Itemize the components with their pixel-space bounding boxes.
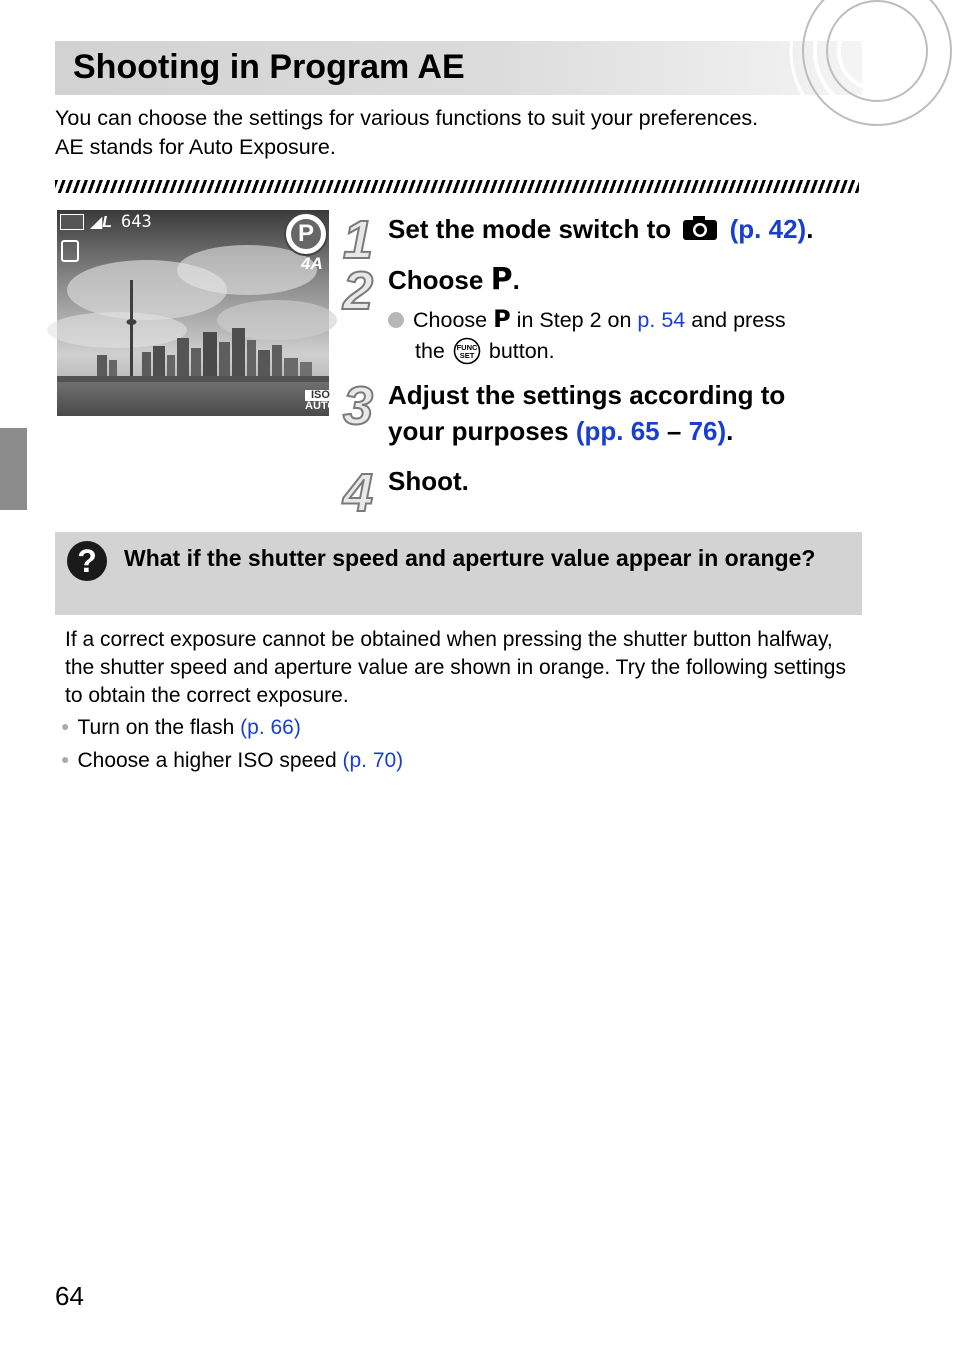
page-link-66[interactable]: (p. 66)	[240, 716, 301, 739]
iso-auto-icon: ISO AUTO	[305, 389, 336, 412]
shot-counter: 643	[121, 212, 152, 232]
answer-block	[61, 626, 855, 775]
step-3-title: Adjust the settings according to your purposes (pp. 65 – 76).	[388, 380, 786, 446]
title-banner	[55, 41, 862, 95]
image-size-icon: ◢L	[90, 214, 113, 231]
bullet-dot-icon: ●	[61, 718, 70, 734]
auto-flash-icon: 4A	[301, 254, 323, 273]
bullet-dot-icon: ●	[61, 751, 70, 767]
svg-text:FUNC: FUNC	[456, 343, 478, 352]
page-link-65[interactable]: (pp. 65	[575, 416, 660, 446]
battery-icon	[60, 214, 84, 230]
camera-icon	[682, 215, 718, 241]
p-mode-icon: P	[490, 262, 513, 297]
answer-paragraph: If a correct exposure cannot be obtained when pressing the shutter button halfway, the shutter speed and aperture value are shown in orange. Try the following settings to obtain the correct exposure.	[65, 628, 846, 707]
step-4-title: Shoot.	[388, 466, 469, 496]
divider-stripes	[55, 180, 859, 193]
intro-text: You can choose the settings for various functions to suit your preferences. AE stands for Auto Exposure.	[55, 106, 759, 159]
page-link-42[interactable]: (p. 42)	[729, 214, 807, 244]
bullet-dot-icon	[388, 312, 404, 328]
question-box	[55, 532, 862, 615]
stabilizer-icon	[61, 240, 79, 262]
p-mode-badge: P	[284, 212, 328, 256]
page-number: 64	[55, 1281, 84, 1311]
step-number-2: 2	[343, 261, 374, 321]
tip-item: ● Choose a higher ISO speed (p. 70)	[61, 749, 404, 772]
svg-text:SET: SET	[459, 351, 475, 360]
p-mode-icon: P	[493, 305, 511, 333]
step-number-4: 4	[343, 463, 374, 523]
func-set-icon	[451, 337, 483, 365]
page-link-70[interactable]: (p. 70)	[342, 749, 404, 772]
page-link-54[interactable]: p. 54	[637, 308, 686, 332]
step-1-title: Set the mode switch to (p. 42).	[388, 214, 814, 244]
question-icon: ?	[67, 541, 107, 581]
question-text: What if the shutter speed and aperture value appear in orange?	[124, 545, 816, 571]
chapter-side-tab	[0, 428, 27, 510]
tip-item: ● Turn on the flash (p. 66)	[61, 716, 301, 739]
camera-screen-image	[57, 210, 336, 416]
step-number-1: 1	[343, 210, 374, 270]
step-number-3: 3	[343, 376, 374, 436]
page-link-76[interactable]: 76)	[688, 416, 727, 446]
circles-decoration-icon	[742, 41, 862, 95]
page-title: Shooting in Program AE	[73, 48, 465, 86]
step-2-bullet: Choose P in Step 2 on p. 54 and press the FUNC SET button.	[388, 304, 858, 367]
step-2-title: Choose P.	[388, 262, 520, 297]
